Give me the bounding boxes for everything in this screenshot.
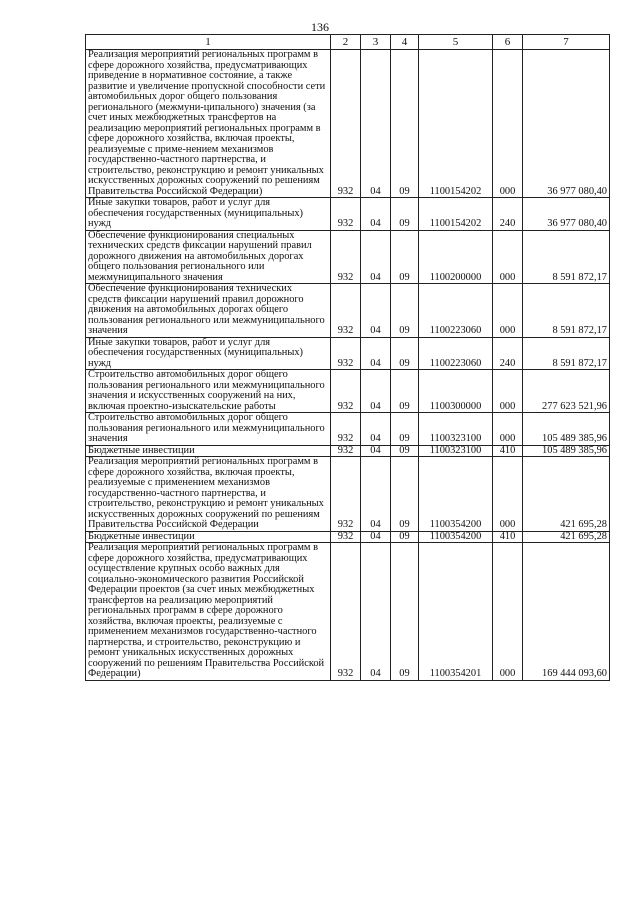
- header-cell: 2: [331, 35, 361, 50]
- budget-table: [85, 34, 610, 681]
- row-admin-code: 932: [331, 284, 361, 338]
- row-target-article: 1100223060: [419, 337, 493, 370]
- row-subsection-code: 09: [391, 445, 419, 457]
- row-expense-type: 240: [493, 337, 523, 370]
- row-amount: 8 591 872,17: [523, 230, 610, 284]
- row-admin-code: 932: [331, 337, 361, 370]
- row-subsection-code: 09: [391, 531, 419, 543]
- row-admin-code: 932: [331, 531, 361, 543]
- row-amount: 277 623 521,96: [523, 370, 610, 413]
- row-target-article: 1100300000: [419, 370, 493, 413]
- row-section-code: 04: [361, 413, 391, 446]
- row-amount: 105 489 385,96: [523, 413, 610, 446]
- row-description: Иные закупки товаров, работ и услуг для обеспечения государственных (муниципальных) нужд: [86, 198, 331, 231]
- row-section-code: 04: [361, 370, 391, 413]
- table-header-row: [86, 35, 610, 50]
- row-admin-code: 932: [331, 413, 361, 446]
- row-target-article: 1100223060: [419, 284, 493, 338]
- row-subsection-code: 09: [391, 230, 419, 284]
- row-section-code: 04: [361, 457, 391, 532]
- row-amount: 8 591 872,17: [523, 284, 610, 338]
- row-description: Бюджетные инвестиции: [86, 531, 331, 543]
- row-description: Реализация мероприятий региональных программ в сфере дорожного хозяйства, предусматривающих осуществление крупных особо важных для социально-экономического развития Российской Федерации проектов (за счет иных межбюджетных трансфертов на реализацию мероприятий региональных программ в сфере дорожного хозяйства, включая проекты, реализуемые с применением механизмов государственно-частного партнерства, и строительство, реконструкцию и ремонт уникальных искусственных дорожных сооружений по решениям Правительства Российской Федерации): [86, 543, 331, 681]
- row-subsection-code: 09: [391, 337, 419, 370]
- header-cell: 6: [493, 35, 523, 50]
- table-row: [86, 337, 610, 370]
- row-expense-type: 000: [493, 413, 523, 446]
- table-row: [86, 198, 610, 231]
- row-section-code: 04: [361, 543, 391, 681]
- header-cell: 4: [391, 35, 419, 50]
- row-description: Реализация мероприятий региональных программ в сфере дорожного хозяйства, предусматривающих приведение в нормативное состояние, а также развитие и увеличение пропускной способности сети автомобильных дорог общего пользования регионального (межмуни-ципального) значения (за счет иных межбюджетных трансфертов на реализацию мероприятий региональных программ в сфере дорожного хозяйства, включая проекты, реализуемые с приме-нением механизмов государственно-частного партнерства, и строительство, реконструкцию и ремонт уникальных искусственных дорожных сооружений по решениям Правительства Российской Федерации): [86, 50, 331, 198]
- table-row: [86, 284, 610, 338]
- table-row: [86, 543, 610, 681]
- table-row: [86, 230, 610, 284]
- table-row: [86, 457, 610, 532]
- table-row: [86, 445, 610, 457]
- row-admin-code: 932: [331, 543, 361, 681]
- row-target-article: 1100200000: [419, 230, 493, 284]
- row-expense-type: 240: [493, 198, 523, 231]
- row-target-article: 1100154202: [419, 50, 493, 198]
- row-amount: 8 591 872,17: [523, 337, 610, 370]
- row-subsection-code: 09: [391, 543, 419, 681]
- row-target-article: 1100354200: [419, 531, 493, 543]
- row-amount: 421 695,28: [523, 531, 610, 543]
- row-section-code: 04: [361, 445, 391, 457]
- row-expense-type: 000: [493, 457, 523, 532]
- row-subsection-code: 09: [391, 50, 419, 198]
- row-amount: 36 977 080,40: [523, 50, 610, 198]
- row-target-article: 1100323100: [419, 445, 493, 457]
- page-number: 136: [311, 20, 329, 34]
- row-section-code: 04: [361, 198, 391, 231]
- table-row: [86, 531, 610, 543]
- row-expense-type: 410: [493, 531, 523, 543]
- row-section-code: 04: [361, 284, 391, 338]
- row-target-article: 1100354201: [419, 543, 493, 681]
- table-row: [86, 413, 610, 446]
- row-section-code: 04: [361, 50, 391, 198]
- row-amount: 105 489 385,96: [523, 445, 610, 457]
- row-expense-type: 000: [493, 50, 523, 198]
- row-target-article: 1100354200: [419, 457, 493, 532]
- row-subsection-code: 09: [391, 370, 419, 413]
- row-admin-code: 932: [331, 230, 361, 284]
- row-amount: 169 444 093,60: [523, 543, 610, 681]
- row-section-code: 04: [361, 230, 391, 284]
- row-description: Строительство автомобильных дорог общего пользования регионального или межмуниципального значения и искусственных сооружений на них, включая проектно-изыскательские работы: [86, 370, 331, 413]
- row-description: Обеспечение функционирования специальных технических средств фиксации нарушений правил дорожного движения на автомобильных дорогах общего пользования регионального или межмуниципального значения: [86, 230, 331, 284]
- header-cell: 3: [361, 35, 391, 50]
- row-description: Бюджетные инвестиции: [86, 445, 331, 457]
- row-amount: 36 977 080,40: [523, 198, 610, 231]
- table-row: [86, 50, 610, 198]
- row-expense-type: 000: [493, 370, 523, 413]
- row-description: Обеспечение функционирования технических средств фиксации нарушений правил дорожного движения на автомобильных дорогах общего пользования регионального или межмуниципального значения: [86, 284, 331, 338]
- row-description: Реализация мероприятий региональных программ в сфере дорожного хозяйства, включая проекты, реализуемые с применением механизмов государственно-частного партнерства, и строительство, реконструкцию и ремонт уникальных искусственных дорожных сооружений по решениям Правительства Российской Федерации: [86, 457, 331, 532]
- row-admin-code: 932: [331, 370, 361, 413]
- row-expense-type: 000: [493, 230, 523, 284]
- row-subsection-code: 09: [391, 413, 419, 446]
- row-target-article: 1100323100: [419, 413, 493, 446]
- header-cell: 7: [523, 35, 610, 50]
- row-section-code: 04: [361, 337, 391, 370]
- row-admin-code: 932: [331, 198, 361, 231]
- row-amount: 421 695,28: [523, 457, 610, 532]
- row-subsection-code: 09: [391, 198, 419, 231]
- row-target-article: 1100154202: [419, 198, 493, 231]
- header-cell: 5: [419, 35, 493, 50]
- row-section-code: 04: [361, 531, 391, 543]
- row-admin-code: 932: [331, 457, 361, 532]
- row-admin-code: 932: [331, 445, 361, 457]
- row-expense-type: 000: [493, 543, 523, 681]
- row-admin-code: 932: [331, 50, 361, 198]
- row-expense-type: 410: [493, 445, 523, 457]
- table-row: [86, 370, 610, 413]
- row-description: Иные закупки товаров, работ и услуг для обеспечения государственных (муниципальных) нужд: [86, 337, 331, 370]
- header-cell: 1: [86, 35, 331, 50]
- row-description: Строительство автомобильных дорог общего пользования регионального или межмуниципального значения: [86, 413, 331, 446]
- row-subsection-code: 09: [391, 457, 419, 532]
- row-subsection-code: 09: [391, 284, 419, 338]
- row-expense-type: 000: [493, 284, 523, 338]
